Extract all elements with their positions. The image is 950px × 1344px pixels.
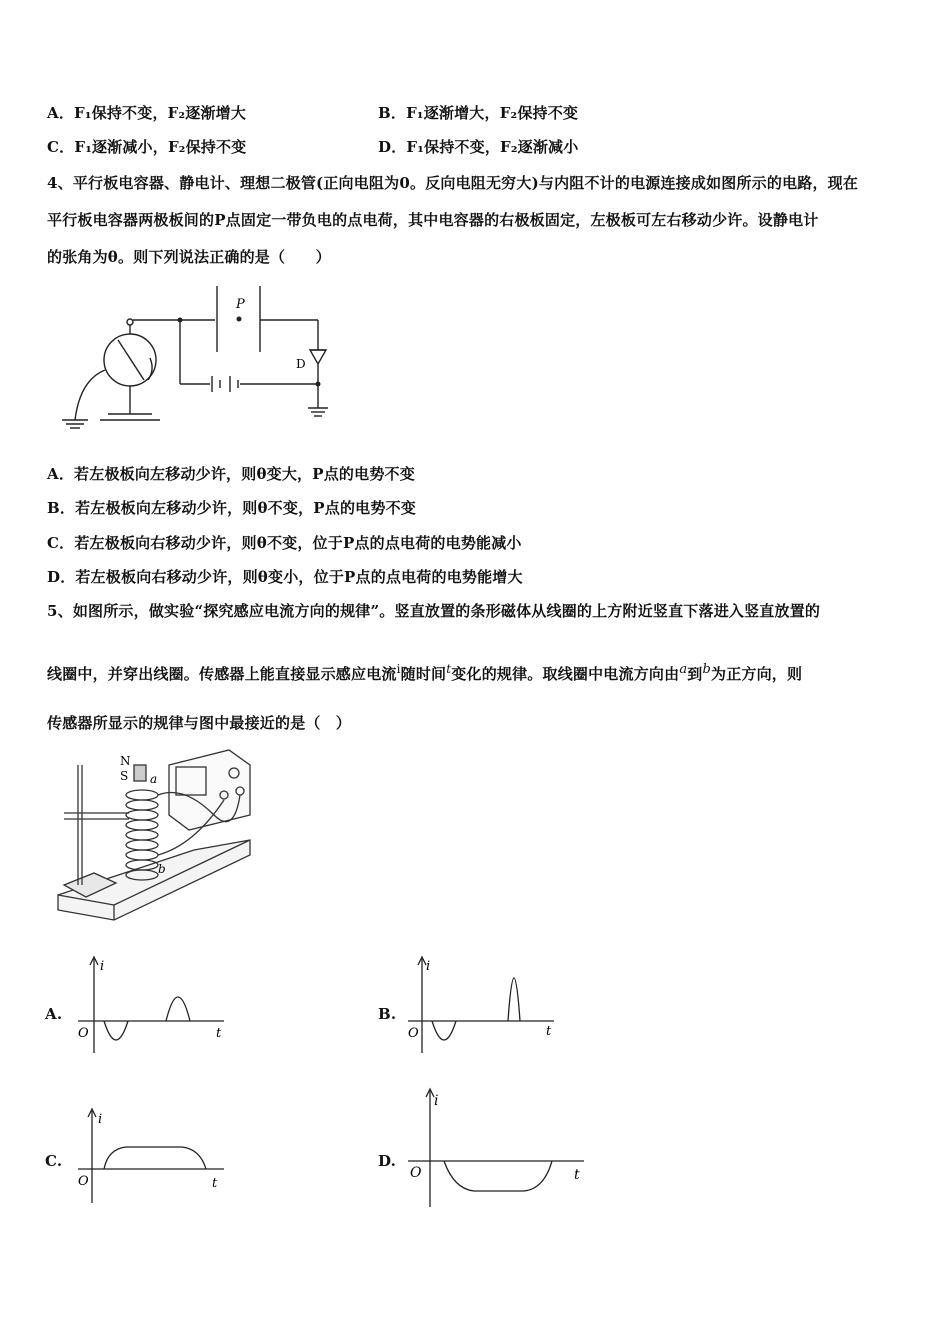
svg-text:i: i	[100, 959, 105, 974]
graph-b	[404, 955, 564, 1055]
q4-option-b: B．若左极板向左移动少许，则θ不变，P点的电势不变	[47, 499, 416, 517]
svg-text:O: O	[78, 1174, 89, 1189]
q3-option-c: C．F₁逐渐减小，F₂保持不变	[47, 138, 247, 156]
q4-option-a: A．若左极板向左移动少许，则θ变大，P点的电势不变	[47, 465, 415, 483]
label-b: b	[158, 862, 166, 876]
label-d: D	[296, 357, 306, 371]
graph-d-letter: D.	[378, 1152, 397, 1170]
q4-option-d: D．若左极板向右移动少许，则θ变小，位于P点的点电荷的电势能增大	[47, 568, 523, 586]
q4-stem-line1: 4、平行板电容器、静电计、理想二极管(正向电阻为0。反向电阻无穷大)与内阻不计的电源连接成如图所示的电路，现在	[47, 174, 859, 192]
q5-stem-line3: 传感器所显示的规律与图中最接近的是（ ）	[47, 714, 352, 732]
svg-text:O: O	[408, 1026, 419, 1041]
svg-text:i: i	[98, 1112, 103, 1127]
label-s: S	[120, 769, 129, 783]
q5-stem-line2: 线圈中，并穿出线圈。传感器上能直接显示感应电流$^i$随时间$^t$变化的规律。取线圈中电流方向由$^a$到$^b$为正方向，则	[47, 662, 803, 683]
q3-option-a: A．F₁保持不变，F₂逐渐增大	[47, 104, 247, 122]
q5-stem-line1: 5、如图所示，做实验“探究感应电流方向的规律”。竖直放置的条形磁体从线圈的上方附近竖直下落进入竖直放置的	[47, 602, 821, 620]
svg-text:t: t	[216, 1026, 222, 1041]
svg-text:i: i	[434, 1093, 439, 1109]
q4-stem-line3: 的张角为θ。则下列说法正确的是（ ）	[47, 248, 331, 266]
q3-option-b: B．F₁逐渐增大，F₂保持不变	[378, 104, 579, 122]
graph-c	[74, 1105, 234, 1205]
q4-stem-line2: 平行板电容器两极板间的P点固定一带负电的点电荷，其中电容器的右极板固定，左极板可左右移动少许。设静电计	[47, 211, 819, 229]
label-a: a	[150, 772, 158, 786]
q4-option-c: C．若左极板向右移动少许，则θ不变，位于P点的点电荷的电势能减小	[47, 534, 522, 552]
svg-text:O: O	[410, 1165, 422, 1181]
label-n: N	[120, 754, 131, 768]
svg-text:i: i	[426, 959, 431, 974]
graph-d	[404, 1085, 594, 1210]
graph-b-letter: B.	[378, 1005, 397, 1023]
q3-option-d: D．F₁保持不变，F₂逐渐减小	[378, 138, 579, 156]
svg-text:O: O	[78, 1026, 89, 1041]
svg-text:t: t	[574, 1167, 580, 1183]
svg-text:t: t	[546, 1024, 552, 1039]
q5-apparatus-figure	[54, 745, 254, 930]
graph-a	[74, 955, 234, 1055]
q4-circuit-figure	[60, 280, 350, 430]
label-p: P	[236, 297, 245, 312]
graph-a-letter: A.	[45, 1005, 63, 1023]
svg-text:t: t	[212, 1176, 218, 1191]
graph-c-letter: C.	[45, 1152, 63, 1170]
